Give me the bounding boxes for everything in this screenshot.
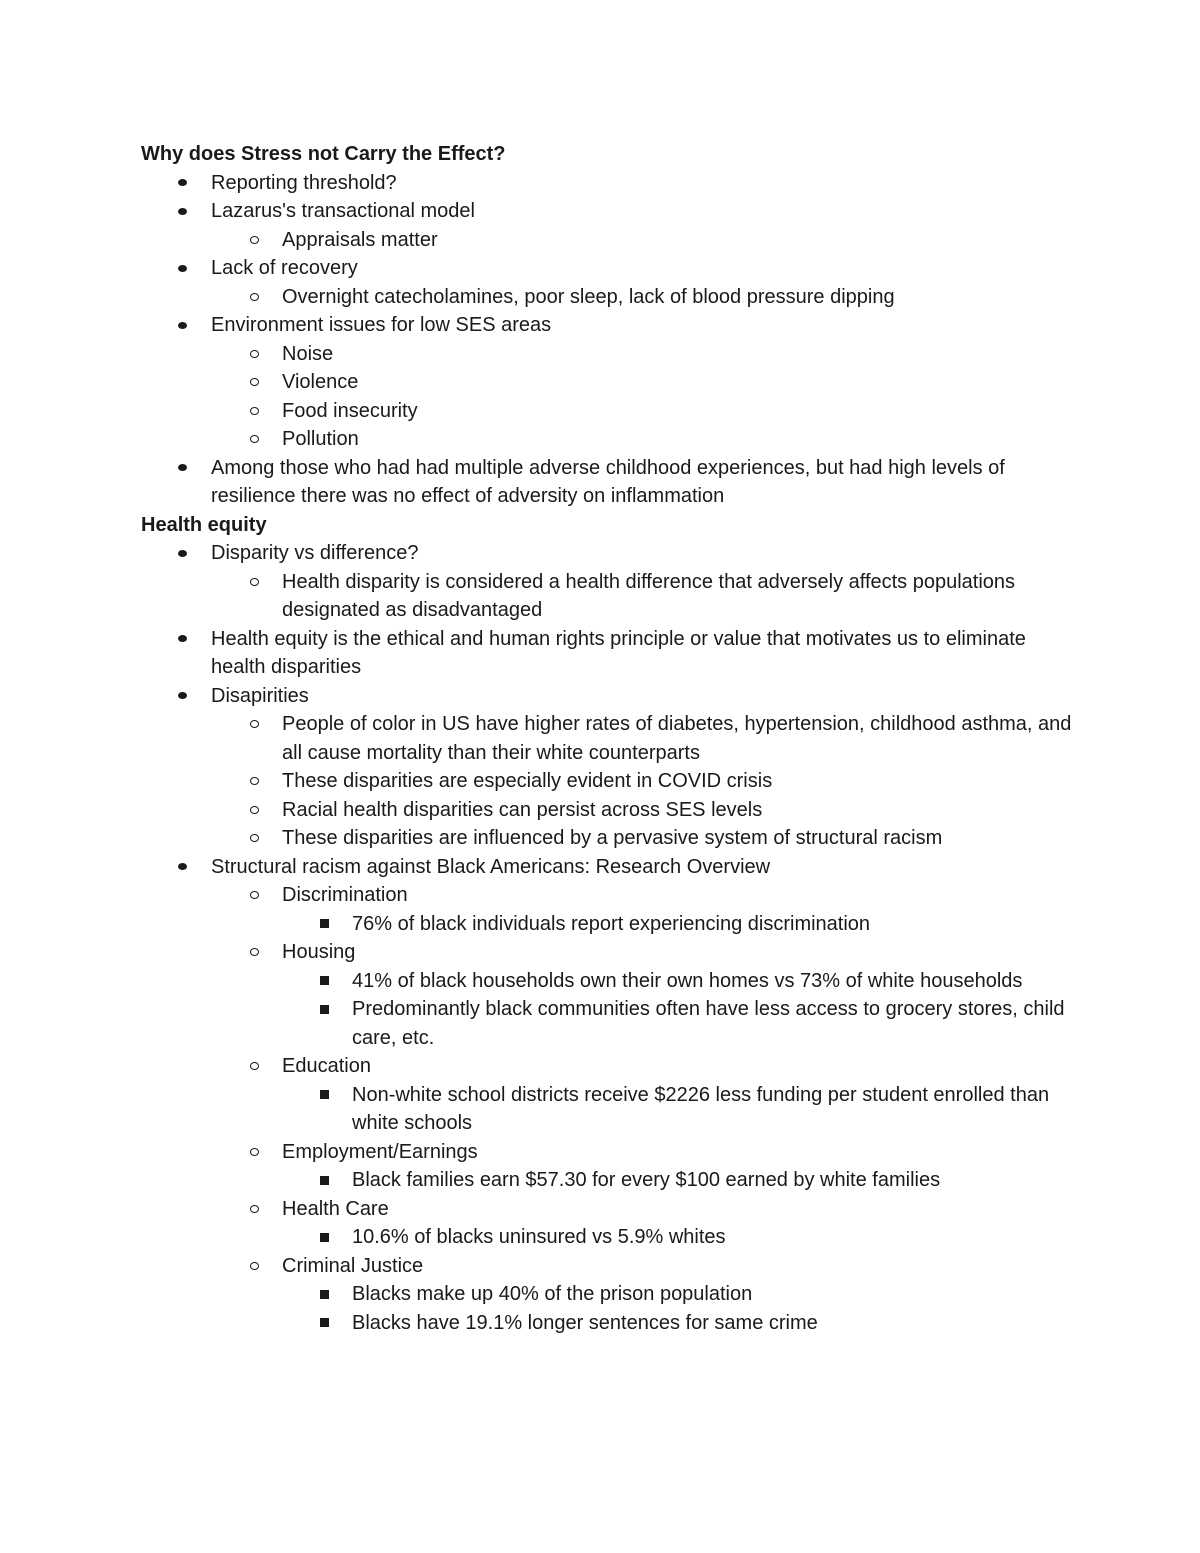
list-item-text: People of color in US have higher rates of diabetes, hypertension, childhood asthma, and all cause mortality than their white counterparts bbox=[282, 713, 1072, 764]
list-item-text: Pollution bbox=[282, 428, 359, 450]
list-item-text: Structural racism against Black Americans: Research Overview bbox=[211, 855, 771, 878]
list-item bbox=[282, 881, 1072, 910]
list-item-text: Among those who had had multiple adverse childhood experiences, but had high levels of resilience there was no effect of adversity on inflammation bbox=[211, 456, 1005, 507]
bullet-circle-icon bbox=[247, 226, 261, 255]
bullet-square-icon bbox=[317, 1081, 331, 1110]
bullet-circle-icon bbox=[247, 425, 261, 454]
bullet-square-icon bbox=[317, 995, 331, 1024]
bullet-circle-icon bbox=[247, 1052, 261, 1081]
bullet-circle-icon bbox=[247, 938, 261, 967]
list-item bbox=[211, 169, 1061, 198]
bullet-circle-icon bbox=[247, 368, 261, 397]
list-item bbox=[282, 283, 1072, 312]
list-item bbox=[352, 1309, 1072, 1338]
list-item-text: Racial health disparities can persist across SES levels bbox=[282, 798, 763, 821]
bullet-circle-icon bbox=[247, 568, 261, 597]
list-item-text: Health equity is the ethical and human rights principle or value that motivates us to eliminate health disparities bbox=[211, 627, 1026, 678]
bullet-circle-icon bbox=[247, 710, 261, 739]
list-item-text: Housing bbox=[282, 941, 356, 963]
bullet-dot-icon bbox=[175, 682, 189, 711]
list-item bbox=[282, 1138, 1072, 1167]
list-item-text: Education bbox=[282, 1055, 371, 1077]
bullet-circle-icon bbox=[247, 881, 261, 910]
list-item bbox=[211, 254, 1061, 283]
bullet-dot-icon bbox=[175, 254, 189, 283]
list-item bbox=[282, 1052, 1072, 1081]
section-heading: Why does Stress not Carry the Effect? bbox=[141, 143, 506, 165]
list-item-text: Overnight catecholamines, poor sleep, lack of blood pressure dipping bbox=[282, 285, 895, 308]
bullet-circle-icon bbox=[247, 283, 261, 312]
bullet-circle-icon bbox=[247, 796, 261, 825]
bullet-dot-icon bbox=[175, 853, 189, 882]
bullet-square-icon bbox=[317, 1166, 331, 1195]
bullet-dot-icon bbox=[175, 197, 189, 226]
list-item-text: Discrimination bbox=[282, 884, 408, 906]
list-item bbox=[282, 1252, 1072, 1281]
list-item-text: 41% of black households own their own homes vs 73% of white households bbox=[352, 969, 1023, 992]
list-item bbox=[352, 1280, 1072, 1309]
list-item-text: Black families earn $57.30 for every $100 earned by white families bbox=[352, 1169, 941, 1191]
list-item bbox=[282, 368, 1072, 397]
bullet-dot-icon bbox=[175, 311, 189, 340]
bullet-square-icon bbox=[317, 967, 331, 996]
list-item bbox=[211, 197, 1061, 226]
list-item bbox=[282, 824, 1072, 853]
bullet-square-icon bbox=[317, 1309, 331, 1338]
bullet-circle-icon bbox=[247, 1195, 261, 1224]
list-item bbox=[211, 311, 1061, 340]
list-item-text: Health Care bbox=[282, 1197, 389, 1220]
list-item-text: Employment/Earnings bbox=[282, 1140, 478, 1163]
bullet-circle-icon bbox=[247, 397, 261, 426]
bullet-square-icon bbox=[317, 1280, 331, 1309]
list-item-text: Predominantly black communities often have less access to grocery stores, child care, etc. bbox=[352, 998, 1065, 1049]
bullet-square-icon bbox=[317, 1223, 331, 1252]
list-item-text: 10.6% of blacks uninsured vs 5.9% whites bbox=[352, 1226, 726, 1248]
bullet-dot-icon bbox=[175, 625, 189, 654]
bullet-dot-icon bbox=[175, 539, 189, 568]
list-item bbox=[282, 340, 1072, 369]
list-item-text: Food insecurity bbox=[282, 399, 418, 422]
bullet-dot-icon bbox=[175, 454, 189, 483]
bullet-circle-icon bbox=[247, 767, 261, 796]
list-item-text: Lazarus's transactional model bbox=[211, 200, 475, 222]
list-item bbox=[282, 397, 1072, 426]
list-item bbox=[352, 1081, 1072, 1138]
list-item-text: Blacks make up 40% of the prison population bbox=[352, 1283, 753, 1305]
list-item-text: These disparities are influenced by a pervasive system of structural racism bbox=[282, 827, 943, 849]
list-item-text: Noise bbox=[282, 342, 334, 365]
list-item bbox=[282, 568, 1072, 625]
list-item bbox=[352, 995, 1072, 1052]
list-item bbox=[282, 226, 1072, 255]
list-item-text: Disparity vs difference? bbox=[211, 542, 419, 564]
list-item-text: These disparities are especially evident in COVID crisis bbox=[282, 770, 773, 792]
list-item bbox=[352, 967, 1072, 996]
list-item-text: Criminal Justice bbox=[282, 1254, 424, 1277]
list-item-text: 76% of black individuals report experiencing discrimination bbox=[352, 912, 871, 935]
list-item bbox=[282, 938, 1072, 967]
list-item-text: Disapirities bbox=[211, 684, 309, 707]
list-item-text: Non-white school districts receive $2226 less funding per student enrolled than white schools bbox=[352, 1083, 1050, 1134]
list-item bbox=[352, 910, 1072, 939]
list-item bbox=[211, 454, 1061, 511]
list-item-text: Blacks have 19.1% longer sentences for same crime bbox=[352, 1311, 818, 1334]
list-item bbox=[282, 710, 1072, 767]
bullet-circle-icon bbox=[247, 1252, 261, 1281]
document-page bbox=[0, 140, 1200, 1337]
list-item-text: Reporting threshold? bbox=[211, 171, 397, 194]
list-item bbox=[282, 425, 1072, 454]
section-heading: Health equity bbox=[141, 513, 267, 536]
list-item-text: Lack of recovery bbox=[211, 257, 358, 279]
list-item-text: Appraisals matter bbox=[282, 228, 438, 251]
list-item-text: Violence bbox=[282, 371, 359, 393]
list-item bbox=[352, 1223, 1072, 1252]
bullet-square-icon bbox=[317, 910, 331, 939]
bullet-circle-icon bbox=[247, 340, 261, 369]
list-item bbox=[211, 682, 1061, 711]
bullet-circle-icon bbox=[247, 824, 261, 853]
list-item-text: Environment issues for low SES areas bbox=[211, 314, 552, 336]
bullet-circle-icon bbox=[247, 1138, 261, 1167]
list-item bbox=[211, 625, 1061, 682]
bullet-dot-icon bbox=[175, 169, 189, 198]
list-item bbox=[282, 796, 1072, 825]
list-item bbox=[282, 767, 1072, 796]
list-item bbox=[211, 853, 1061, 882]
list-item bbox=[211, 539, 1061, 568]
list-item-text: Health disparity is considered a health difference that adversely affects populations designated as disadvantaged bbox=[282, 570, 1016, 621]
list-item bbox=[282, 1195, 1072, 1224]
list-item bbox=[352, 1166, 1072, 1195]
